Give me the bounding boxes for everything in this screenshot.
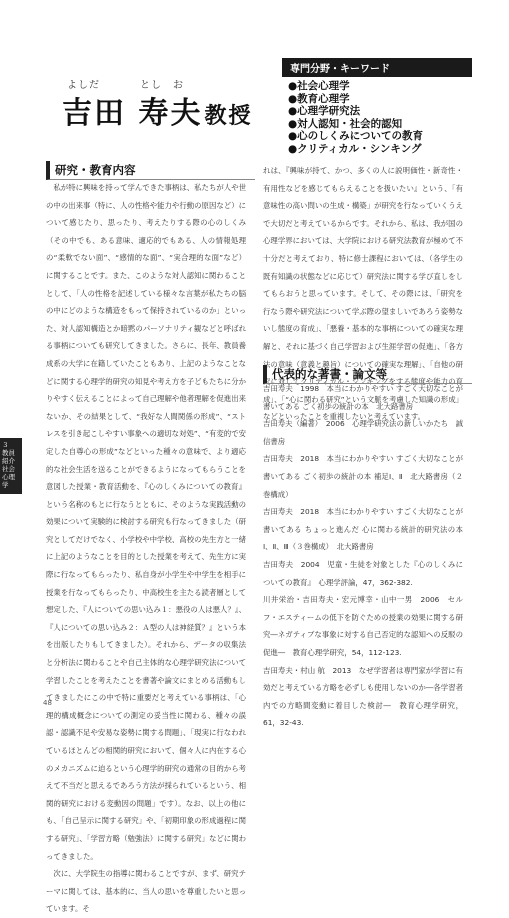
publication-item: 吉田寿夫・村山 航 2013 なぜ学習者は専門家が学習に有効だと考えている方略を必ずしも使用しないのか―各学習者内での方略間変動に着目した検討― 教育心理学研究，61，32-43.	[263, 665, 463, 728]
publication-item: 川井栄治・吉田寿夫・宏元博幸・山中一男 2006 セルフ・エスティームの低下を防ぐための授業の効果に関する研究―ネガティブな事象に対する自己否定的な認知への反駁の促進― 教育心理学研究，54，112-123.	[263, 595, 463, 657]
keyword-item: ●教育心理学	[288, 92, 350, 105]
research-section-header: 研究・教育内容	[46, 161, 255, 180]
research-paragraph: 次に、大学院生の指導に関わることですが、まず、研究テーマに関しては、基本的に、当人の思いを尊重したいと思っています。そ	[46, 869, 246, 914]
publication-item: 吉田寿夫 2018 本当にわかりやすい すごく大切なことが書いてある ちょっと進んだ 心に関わる統計的研究法の本 Ⅰ、Ⅱ、Ⅲ（３巻構成） 北大路書房	[263, 507, 463, 552]
chapter-label: 教員紹介	[2, 449, 15, 465]
professor-title: 教授	[204, 104, 253, 129]
publications-section-header: 代表的な著書・論文等	[263, 365, 472, 384]
family-name: 吉田	[62, 96, 126, 131]
chapter-department: 社会心理学	[2, 465, 15, 489]
professor-name	[62, 88, 252, 132]
keyword-item: ●心理学研究法	[288, 105, 361, 117]
chapter-number: ３	[2, 441, 9, 449]
keywords-header: 専門分野・キーワード	[282, 58, 472, 77]
keyword-item: ●クリティカル・シンキング	[288, 142, 422, 155]
keyword-item: ●社会心理学	[288, 80, 350, 92]
publication-item: 吉田寿夫 2004 児童・生徒を対象とした『心のしくみについての教育』 心理学評論，47，362-382.	[263, 559, 463, 587]
keyword-item: ●心のしくみについての教育	[288, 130, 423, 142]
research-paragraph: 私が特に興味を持って学んできた事柄は、私たちが人や世の中の出来事（特に、人の性格や能力や行動の原因など）について感じたり、思ったり、考えたりする際の心のしくみ（その中でも、ある意味、適応的でもある、人の情報処理の“柔軟でない面”、“感情的な面”、“実合理的な面”など）に関することです。また、このような対人認知に関わることとして、「人の性格を記述している様々な言葉が私たちの脳の中にどのような構造をもって保持されているのか」といった、対人認知構造とか暗黙のパーソナリティ観などと呼ばれる事柄についても研究してきました。さらに、長年、教員養成系の大学に在籍していたこともあり、上記のようなことなどに関する心理学的研究の知見や考え方を子どもたちに分かりやすく伝えることによって自己理解や他者理解を促進出来ないか、その結果として、“我好な人間関係の形成”、“ストレスを引き起こしやすい事象への適切な対処”、“有変的で安定した自尊心の形成”などといった種々の意味で、より適応的な社会生活を送ることができるようになってもらうことを意図した授業・教育活動を、『心のしくみについての教育』という名称のもとに行なうとともに、そのような実践活動の効果について実験的に検討する研究も行なってきました（研究としてだけでなく、小学校や中学校、高校の先生方と一緒に上記のようなことを目的とした授業を考えて、先生方に実際に行なってもらったり、私自身が小学生や中学生を相手に授業を行なってもらったり、中高校生を主たる読者層として想定した、『人についての思い込み１：悪役の人は悪人？』、『人についての思い込み２：Ａ型の人は神経質？』という本を出版したりもしてきました）。それから、データの収集法と分析法に関わることや自己主体的な心理学研究法について学習したことを考えたことを書著や論文にまとめる活動もしてきましたにこの中で特に重要だと考えている事柄は、「心理的構成概念についての測定の妥当性に関わる、種々の誤認・認識不足や安易な姿勢に関する問題」、「現実に行なわれているほとんどの相関的研究において、個々人に内在する心のメカニズムに迫るという心理学的研究の通常の目的から考えて不当だと思えるであろう方法が採られているという、相関的研究における変動因の問題」です）。なお、以上の他にも、「自己呈示に関する研究」や、「初期印象の形成過程に関する研究」、「学習方略（勉強法）に関する研究」などに関わってきました。	[46, 183, 246, 861]
publication-item: 吉田寿夫 1998 本当にわかりやすい すごく大切なことが書いてある ごく初歩の統計の本 北大路書房	[263, 384, 463, 411]
keywords-box	[282, 58, 472, 155]
given-name: 寿夫	[138, 96, 203, 131]
keywords-list	[282, 77, 472, 155]
publication-item: 吉田寿夫（編著） 2006 心理学研究法の新しいかたち 誠信書房	[263, 419, 463, 446]
chapter-side-tab	[0, 438, 22, 494]
page-number: 48	[43, 699, 52, 707]
keyword-item: ●対人認知・社会的認知	[288, 117, 403, 130]
publication-item: 吉田寿夫 2018 本当にわかりやすい すごく大切なことが書いてある ごく初歩の統計の本 補足Ⅰ、Ⅱ 北大路書房（２巻構成）	[263, 454, 463, 499]
research-paragraph-continued: れは、『興味が持て、かつ、多くの人に説明価性・新奇性・有用性などを感じてもらえることを扱いたい』という、「有意味性の高い問いの生成・構築」が研究を行なっていくうえで大切だと考えているからです。それから、私は、我が国の心理学界においては、大学院における研究法教育が極めて不十分だと考えており、特に修士課程においては、（各学生の既有知識の状態などに応じて）研究法に関する学び直しをしてもらおうと思っています。そして、その際には、「研究を行なう際や研究法について学ぶ際の望ましいであろう姿勢ないし態度の育成」、「悪養・基本的な事柄についての確実な理解と、それに基づく自己学習および生涯学習の促進」、「各方法の意味（意義と趣旨）についての確実な理解」、「自他の研究に対してクリティカル・シンキングをする態度や能力の育成」、「“心に関わる研究”という文脈を考慮した知識の形成」などといったことを重視したいと考えています。	[263, 166, 463, 422]
name-reading-given: とし お	[140, 80, 184, 91]
publications-list	[263, 380, 463, 732]
name-reading-family: よしだ	[67, 80, 100, 91]
research-left-column	[46, 179, 246, 918]
